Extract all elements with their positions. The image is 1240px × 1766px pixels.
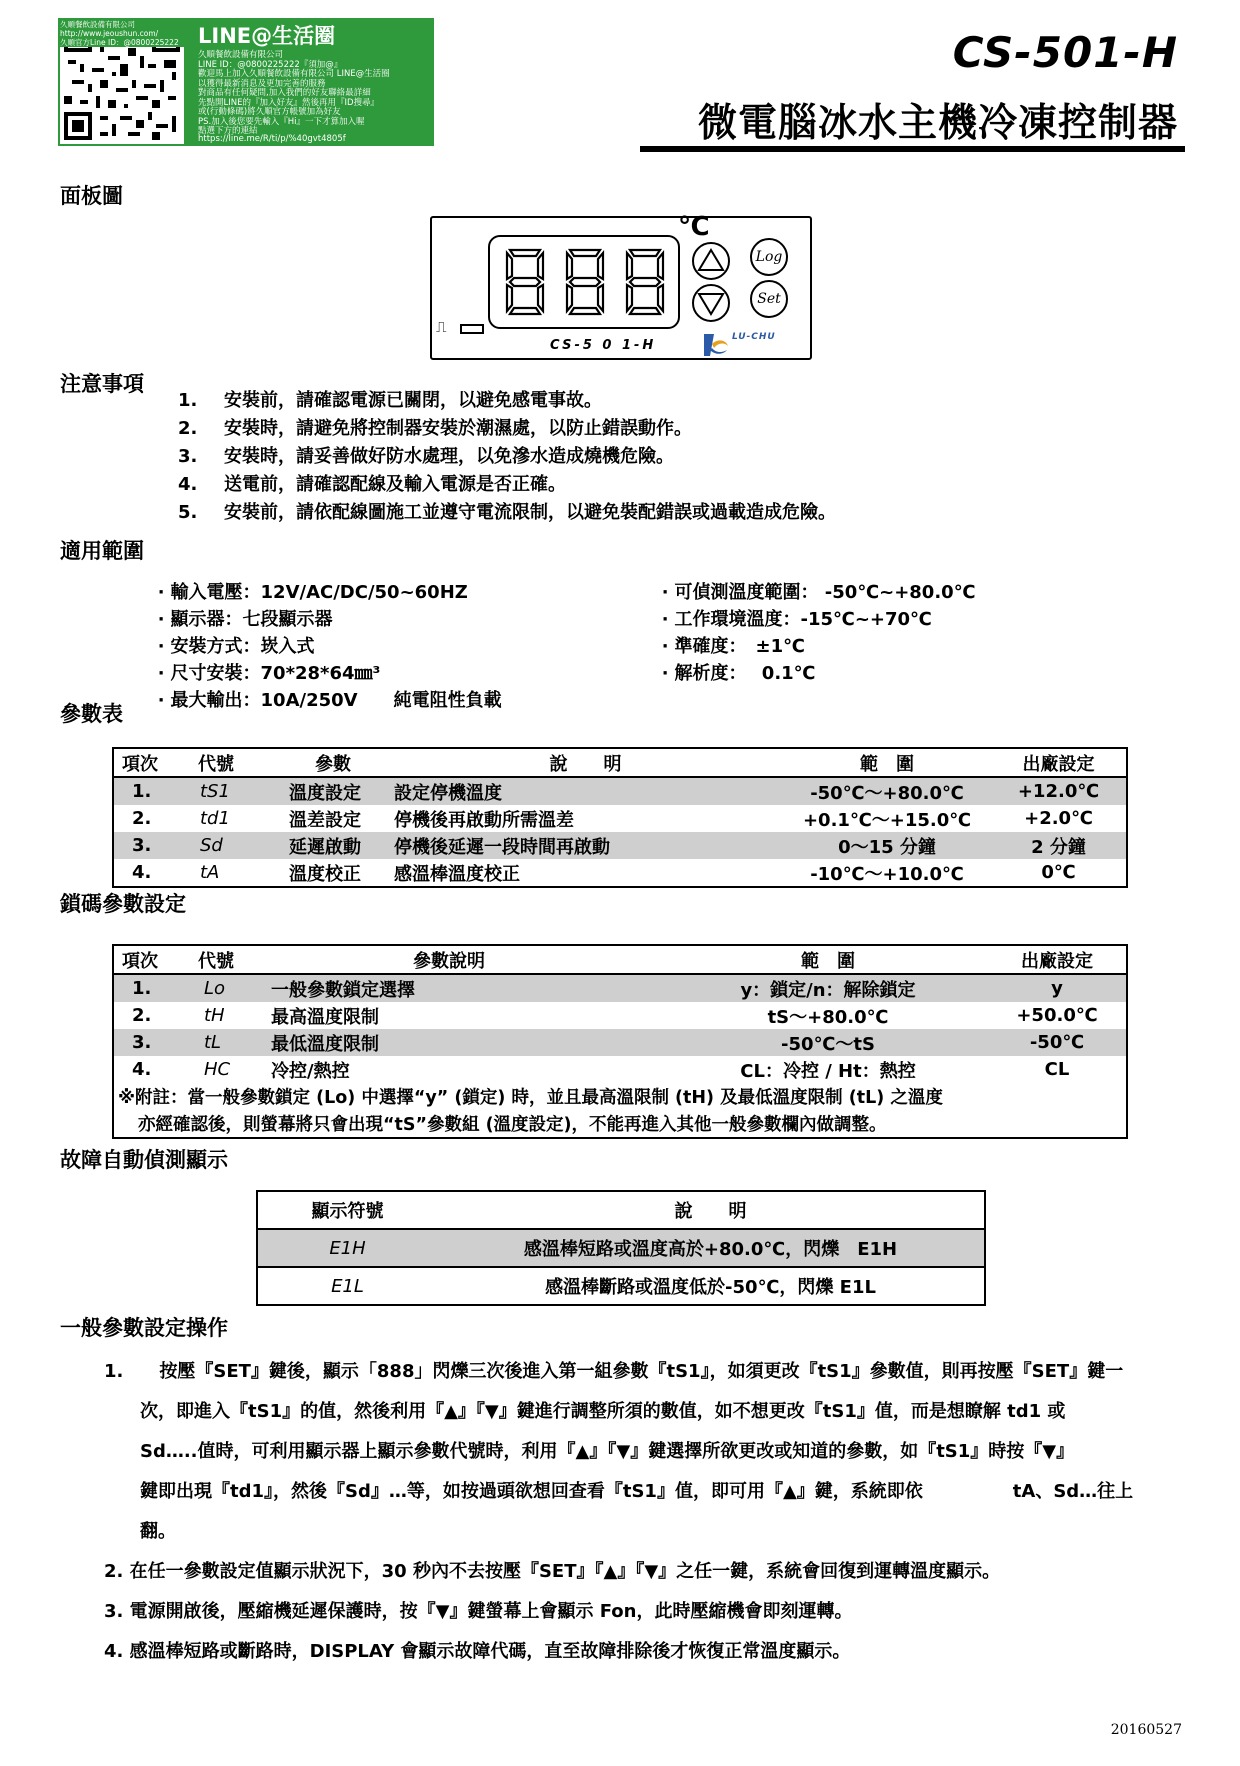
- cell-desc: 感溫棒斷路或溫度低於-50℃，閃爍 E1L: [545, 1277, 876, 1298]
- lock-note-row: [113, 1083, 1127, 1110]
- lock-note-1: ※附註：當一般參數鎖定 (Lo) 中選擇“y” (鎖定) 時，並且最高溫限制 (tH) 及最低溫度限制 (tL) 之溫度: [118, 1088, 943, 1108]
- spec-item: ‧ 安裝方式：崁入式: [158, 636, 315, 657]
- note-number: 1.: [178, 390, 198, 411]
- table-row: [113, 1002, 1127, 1029]
- cell-desc: 最高溫度限制: [271, 1006, 379, 1028]
- table-header-row: [257, 1191, 985, 1229]
- set-button[interactable]: Set: [750, 280, 788, 318]
- header-desc: 說 明: [549, 753, 622, 775]
- cell-desc: 感溫棒短路或溫度高於+80.0℃，閃爍 E1H: [437, 1229, 985, 1267]
- table-header-row: [113, 945, 1127, 974]
- header-param: 參數: [315, 753, 351, 775]
- cell-range: +0.1℃～+15.0℃: [802, 809, 972, 831]
- banner-line: 以獲得最新消息及更加完善的服務: [198, 78, 326, 89]
- banner-line: 點選下方的連結: [198, 126, 258, 136]
- down-arrow-icon: [694, 286, 728, 320]
- cell-no: 2.: [132, 808, 152, 829]
- banner-line: PS.加入後您要先輸入『Hi』一下才算加入喔: [198, 116, 365, 127]
- cell-no: 4.: [132, 1059, 152, 1080]
- up-button[interactable]: [692, 242, 730, 280]
- panel-model-label: CS-5 0 1-H: [550, 338, 657, 353]
- note-item: [178, 470, 566, 496]
- up-arrow-icon: [694, 244, 728, 278]
- cell-name: 溫度設定: [273, 777, 388, 805]
- footer-date: 20160527: [1110, 1722, 1182, 1738]
- header-range: 範 圍: [801, 950, 855, 972]
- brand-name: LU-CHU: [732, 332, 776, 342]
- ops-line: Sd…..值時，可利用顯示器上顯示參數代號時，利用『▲』『▼』鍵選擇所欲更改或知道的參數，如『tS1』時按『▼』: [104, 1441, 1075, 1462]
- cell-no: 3.: [113, 1029, 188, 1056]
- cell-range: CL：冷控 / Ht：熱控: [740, 1060, 916, 1082]
- cell-desc: 一般參數鎖定選擇: [263, 974, 668, 1002]
- cell-name: 延遲啟動: [273, 832, 388, 859]
- banner-line: 或(行動條碼)將久順官方帳號加為好友: [198, 107, 341, 117]
- cell-code: tA: [200, 862, 220, 883]
- cell-code: tL: [188, 1029, 263, 1056]
- ops-line: 1. 按壓『SET』鍵後，顯示「888」閃爍三次後進入第一組參數『tS1』，如須更改『tS1』參數值，則再按壓『SET』鍵一: [104, 1361, 1124, 1382]
- cell-range: tS～+80.0℃: [767, 1006, 889, 1028]
- output-symbol: ⎍: [436, 318, 447, 336]
- cell-name: 溫差設定: [289, 809, 361, 831]
- banner-title: LINE@生活圈: [198, 24, 336, 48]
- note-text: 安裝時，請避免將控制器安裝於潮濕處，以防止錯誤動作。: [224, 418, 692, 439]
- header-desc: 參數說明: [413, 950, 485, 972]
- banner-contact: [60, 20, 184, 47]
- banner-line-id: 久順官方Line ID：@0800225222: [60, 38, 179, 47]
- table-row: [113, 1029, 1127, 1056]
- lock-note-row: [113, 1110, 1127, 1138]
- celsius-unit: ℃: [678, 212, 710, 242]
- cell-code: Sd: [188, 832, 273, 859]
- cell-code: HC: [204, 1059, 231, 1080]
- table-row: [113, 805, 1127, 832]
- header-default: 出廠設定: [1022, 753, 1095, 775]
- banner-company: 久順餐飲設備有限公司: [60, 20, 135, 29]
- header-no: 項次: [122, 950, 158, 972]
- banner-website[interactable]: http://www.jeoushun.com/: [60, 29, 159, 38]
- banner-line: 歡迎馬上加入久順餐飲設備有限公司 LINE@生活圈: [198, 69, 390, 79]
- cell-default: -50℃: [988, 1029, 1127, 1056]
- ops-line: 鍵即出現『td1』，然後『Sd』…等，如按過頭欲想回查看『tS1』值，即可用『▲』鍵，系統即依 tA、Sd…往上: [104, 1481, 1134, 1502]
- section-panel-heading: 面板圖: [60, 184, 123, 208]
- log-button[interactable]: Log: [750, 238, 788, 276]
- table-row: [113, 974, 1127, 1002]
- note-text: 安裝前，請依配線圖施工並遵守電流限制，以避免裝配錯誤或過載造成危險。: [224, 502, 836, 523]
- cell-default: 2 分鐘: [991, 832, 1127, 859]
- cell-code: E1L: [331, 1275, 364, 1297]
- panel-diagram: [430, 212, 812, 360]
- cell-name: 溫度校正: [289, 863, 361, 885]
- note-text: 安裝前，請確認電源已關閉，以避免感電事故。: [224, 390, 602, 411]
- table-row: [113, 1056, 1127, 1083]
- output-led: [460, 324, 484, 334]
- table-row: [257, 1267, 985, 1305]
- header-code: 代號: [198, 950, 234, 972]
- cell-desc: 冷控/熱控: [271, 1060, 350, 1082]
- ops-paragraph-1: [104, 1352, 1133, 1552]
- cell-no: 2.: [132, 1005, 152, 1026]
- note-number: 3.: [178, 446, 198, 467]
- cell-range: -10℃～+10.0℃: [810, 863, 964, 885]
- cell-range: -50℃～+80.0℃: [783, 777, 991, 805]
- lock-parameter-table: [112, 944, 1128, 1139]
- note-text: 安裝時，請妥善做好防水處理，以免滲水造成燒機危險。: [224, 446, 674, 467]
- header-range: 範 圍: [860, 753, 914, 775]
- cell-default: y: [988, 974, 1127, 1002]
- note-item: [178, 498, 836, 524]
- cell-desc: 感溫棒溫度校正: [394, 863, 520, 885]
- spec-item: ‧ 顯示器：七段顯示器: [158, 609, 333, 630]
- cell-desc: 停機後再啟動所需溫差: [394, 809, 574, 831]
- cell-desc: 設定停機溫度: [388, 777, 783, 805]
- cell-range: 0～15 分鐘: [783, 832, 991, 859]
- down-button[interactable]: [692, 284, 730, 322]
- page-title: 微電腦冰水主機冷凍控制器: [697, 101, 1178, 146]
- section-scope-heading: 適用範圍: [60, 539, 144, 563]
- note-number: 4.: [178, 474, 198, 495]
- fault-table: [256, 1190, 986, 1306]
- lock-note-2: 亦經確認後，則螢幕將只會出現“tS”參數組 (溫度設定)，不能再進入其他一般參數欄內做調整。: [138, 1115, 887, 1135]
- seven-segment-display: [488, 235, 680, 329]
- spec-item: ‧ 可偵測溫度範圍： -50℃~+80.0℃: [662, 582, 976, 603]
- cell-default: 0℃: [1041, 862, 1076, 883]
- digit-1: [502, 247, 548, 317]
- table-row: [257, 1229, 985, 1267]
- cell-desc: 最低溫度限制: [263, 1029, 668, 1056]
- spec-item: ‧ 尺寸安裝：70*28*64㎜³: [158, 663, 381, 684]
- model-number: CS-501-H: [952, 28, 1178, 77]
- cell-no: 1.: [113, 974, 188, 1002]
- section-ops-heading: 一般參數設定操作: [60, 1316, 228, 1340]
- cell-no: 4.: [132, 862, 152, 883]
- header-no: 項次: [122, 753, 158, 775]
- cell-default: +2.0℃: [1024, 808, 1093, 829]
- ops-paragraph-3: 3. 電源開啟後，壓縮機延遲保護時，按『▼』鍵螢幕上會顯示 Fon，此時壓縮機會即刻運轉。: [104, 1601, 853, 1622]
- parameter-table: [112, 747, 1128, 888]
- spec-item: ‧ 輸入電壓：12V/AC/DC/50~60HZ: [158, 582, 468, 603]
- ops-line: 翻。: [104, 1521, 176, 1542]
- note-number: 2.: [178, 418, 198, 439]
- ops-paragraph-4: 4. 感溫棒短路或斷路時，DISPLAY 會顯示故障代碼，直至故障排除後才恢復正常溫度顯示。: [104, 1641, 851, 1662]
- banner-line: 久順餐飲設備有限公司: [198, 50, 284, 60]
- banner-line: 先點開LINE的『加入好友』然後再用『ID搜尋』: [198, 97, 380, 108]
- ops-paragraph-2: 2. 在任一參數設定值顯示狀況下，30 秒內不去按壓『SET』『▲』『▼』之任一鍵，系統會回復到運轉溫度顯示。: [104, 1561, 1001, 1582]
- digit-3: [622, 247, 668, 317]
- spec-item: ‧ 工作環境溫度：-15℃~+70℃: [662, 609, 932, 630]
- banner-line[interactable]: https://line.me/R/ti/p/%40gvt4805f: [198, 133, 346, 144]
- spec-item: ‧ 最大輸出：10A/250V 純電阻性負載: [158, 690, 502, 711]
- section-notes-heading: 注意事項: [60, 372, 144, 396]
- table-header-row: [113, 748, 1127, 777]
- cell-code: tH: [204, 1005, 225, 1026]
- section-lock-heading: 鎖碼參數設定: [60, 892, 186, 916]
- title-rule: [640, 146, 1185, 152]
- note-item: [178, 386, 602, 412]
- cell-range: y：鎖定/n：解除鎖定: [668, 974, 988, 1002]
- table-row: [113, 859, 1127, 887]
- note-text: 送電前，請確認配線及輸入電源是否正確。: [224, 474, 566, 495]
- note-number: 5.: [178, 502, 198, 523]
- cell-code: tS1: [188, 777, 273, 805]
- digit-2: [562, 247, 608, 317]
- cell-default: +12.0℃: [991, 777, 1127, 805]
- spec-item: ‧ 解析度： 0.1℃: [662, 663, 816, 684]
- cell-code: E1H: [257, 1229, 437, 1267]
- section-params-heading: 參數表: [60, 702, 123, 726]
- header-symbol: 顯示符號: [311, 1201, 384, 1222]
- cell-default: CL: [1044, 1059, 1070, 1080]
- cell-no: 3.: [113, 832, 188, 859]
- cell-code: Lo: [188, 974, 263, 1002]
- section-fault-heading: 故障自動偵測顯示: [60, 1148, 228, 1172]
- table-row: [113, 777, 1127, 805]
- table-row: [113, 832, 1127, 859]
- cell-desc: 停機後延遲一段時間再啟動: [388, 832, 783, 859]
- qr-code[interactable]: [60, 20, 184, 144]
- header-code: 代號: [198, 753, 234, 775]
- header-desc: 說 明: [674, 1201, 747, 1222]
- header-default: 出廠設定: [1021, 950, 1093, 972]
- banner-line: 對商品有任何疑問,加入我們的好友聯絡最詳細: [198, 88, 371, 98]
- spec-item: ‧ 準確度： ±1℃: [662, 636, 805, 657]
- note-item: [178, 414, 692, 440]
- cell-default: +50.0℃: [1016, 1005, 1098, 1026]
- cell-no: 1.: [113, 777, 188, 805]
- banner-line: LINE ID：@0800225222『須加@』: [198, 59, 343, 70]
- line-banner: [58, 18, 434, 146]
- cell-range: -50℃～tS: [668, 1029, 988, 1056]
- cell-code: td1: [200, 808, 230, 829]
- note-item: [178, 442, 674, 468]
- ops-line: 次，即進入『tS1』的值，然後利用『▲』『▼』鍵進行調整所須的數值，如不想更改『tS1』值，而是想瞭解 td1 或: [104, 1401, 1066, 1422]
